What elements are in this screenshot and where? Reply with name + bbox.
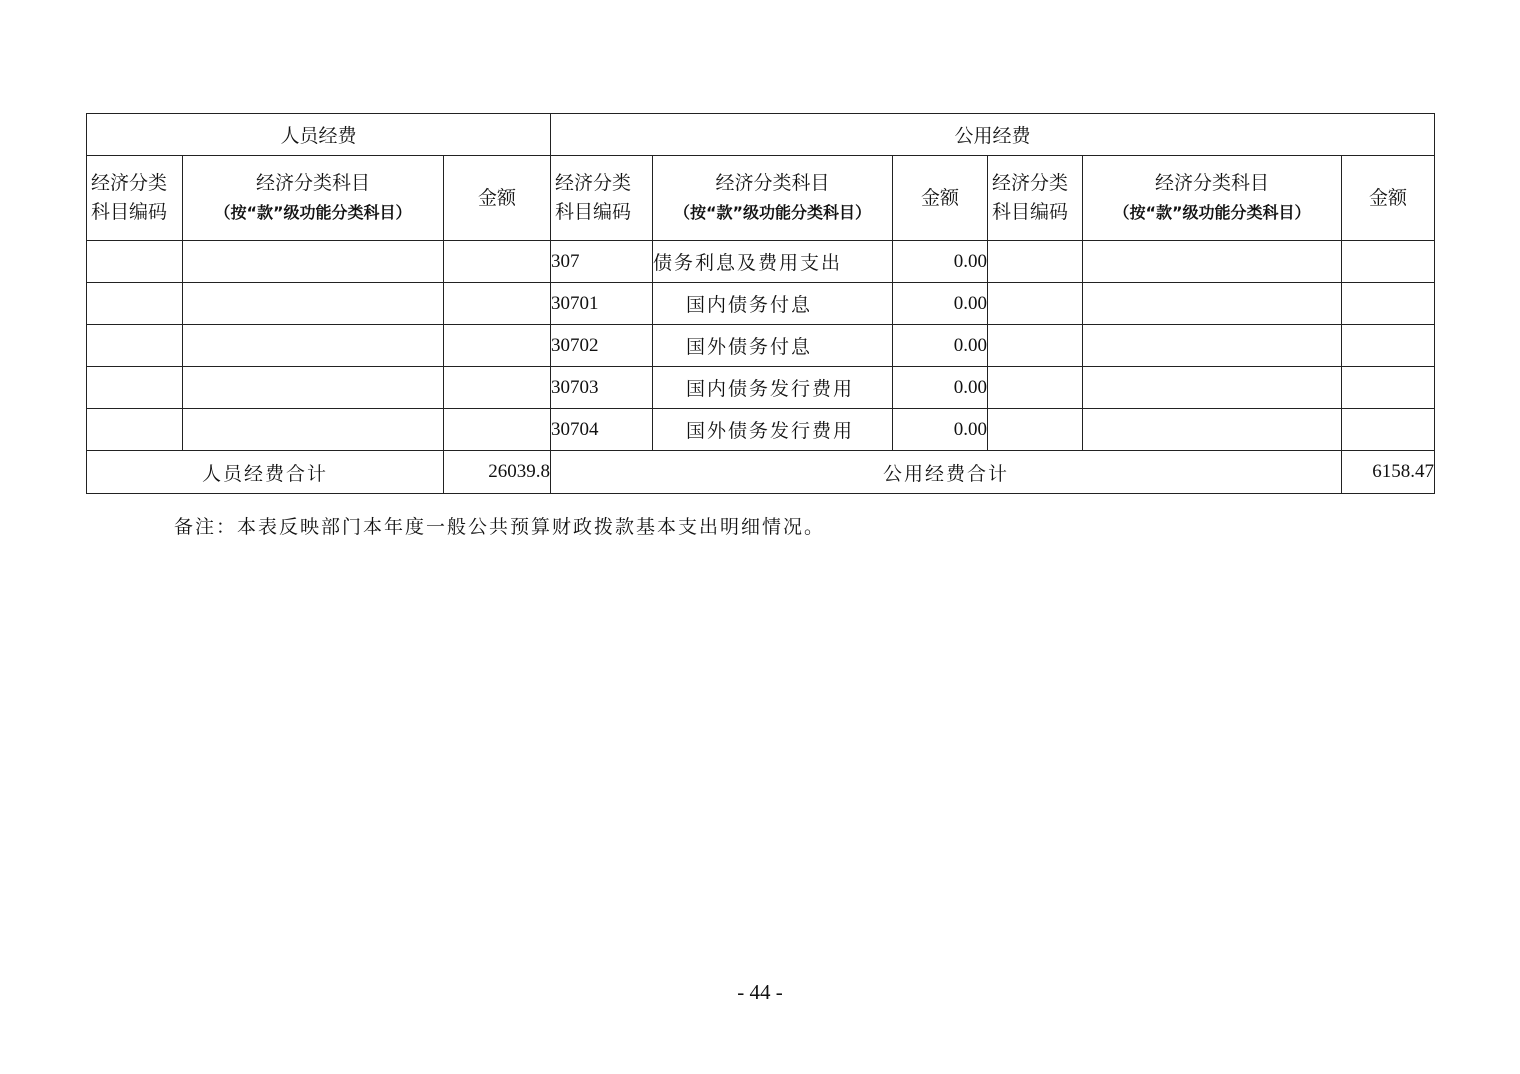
- personnel-code-cell: [87, 325, 183, 367]
- public2-code-cell: [988, 367, 1083, 409]
- public-code-header: 经济分类 科目编码: [551, 156, 653, 241]
- public-amount-cell: 0.00: [893, 283, 988, 325]
- public-amount-header: 金额: [893, 156, 988, 241]
- total-row: [87, 451, 1435, 494]
- public-amount-cell: 0.00: [893, 367, 988, 409]
- public2-amount-cell: [1342, 241, 1435, 283]
- public-name-cell: 债务利息及费用支出: [653, 241, 893, 283]
- public-code-cell: 307: [551, 241, 653, 283]
- table-row: [87, 409, 1435, 451]
- public-amount-cell: 0.00: [893, 409, 988, 451]
- public-group-header: 公用经费: [551, 114, 1435, 156]
- personnel-name-cell: [183, 409, 444, 451]
- personnel-amount-cell: [444, 409, 551, 451]
- public-name-cell: 国外债务付息: [653, 325, 893, 367]
- personnel-code-cell: [87, 241, 183, 283]
- public2-code-header: 经济分类 科目编码: [988, 156, 1083, 241]
- public2-amount-cell: [1342, 367, 1435, 409]
- personnel-group-header: 人员经费: [87, 114, 551, 156]
- page-number: - 44 -: [737, 980, 783, 1004]
- public-name-header: 经济分类科目 （按“款”级功能分类科目）: [653, 156, 893, 241]
- public-name-cell: 国外债务发行费用: [653, 409, 893, 451]
- public2-amount-cell: [1342, 325, 1435, 367]
- public-name-cell: 国内债务付息: [653, 283, 893, 325]
- public-amount-cell: 0.00: [893, 325, 988, 367]
- table-row: [87, 283, 1435, 325]
- table-row: [87, 241, 1435, 283]
- public2-name-cell: [1083, 241, 1342, 283]
- public-code-cell: 30704: [551, 409, 653, 451]
- table-row: [87, 325, 1435, 367]
- public2-code-cell: [988, 325, 1083, 367]
- public2-code-cell: [988, 241, 1083, 283]
- personnel-code-cell: [87, 283, 183, 325]
- personnel-name-cell: [183, 241, 444, 283]
- personnel-code-header: 经济分类 科目编码: [87, 156, 183, 241]
- public2-amount-cell: [1342, 283, 1435, 325]
- personnel-name-cell: [183, 283, 444, 325]
- public-code-cell: 30703: [551, 367, 653, 409]
- expenditure-detail-table: [86, 113, 1435, 494]
- personnel-name-cell: [183, 367, 444, 409]
- public-code-cell: 30701: [551, 283, 653, 325]
- personnel-amount-cell: [444, 325, 551, 367]
- personnel-code-cell: [87, 409, 183, 451]
- public-name-cell: 国内债务发行费用: [653, 367, 893, 409]
- public2-name-cell: [1083, 409, 1342, 451]
- personnel-name-header: 经济分类科目 （按“款”级功能分类科目）: [183, 156, 444, 241]
- table-row: [87, 367, 1435, 409]
- personnel-code-cell: [87, 367, 183, 409]
- public2-name-header: 经济分类科目 （按“款”级功能分类科目）: [1083, 156, 1342, 241]
- public-total-label: 公用经费合计: [551, 451, 1342, 494]
- personnel-amount-cell: [444, 283, 551, 325]
- public2-name-cell: [1083, 283, 1342, 325]
- personnel-amount-cell: [444, 241, 551, 283]
- personnel-total-value: 26039.8: [444, 451, 551, 494]
- public-amount-cell: 0.00: [893, 241, 988, 283]
- public2-amount-cell: [1342, 409, 1435, 451]
- public-code-cell: 30702: [551, 325, 653, 367]
- personnel-total-label: 人员经费合计: [87, 451, 444, 494]
- public2-code-cell: [988, 283, 1083, 325]
- table-note: 备注：本表反映部门本年度一般公共预算财政拨款基本支出明细情况。: [174, 516, 826, 538]
- public-total-value: 6158.47: [1342, 451, 1435, 494]
- personnel-amount-cell: [444, 367, 551, 409]
- public2-code-cell: [988, 409, 1083, 451]
- public2-name-cell: [1083, 325, 1342, 367]
- personnel-name-cell: [183, 325, 444, 367]
- public2-amount-header: 金额: [1342, 156, 1435, 241]
- personnel-amount-header: 金额: [444, 156, 551, 241]
- public2-name-cell: [1083, 367, 1342, 409]
